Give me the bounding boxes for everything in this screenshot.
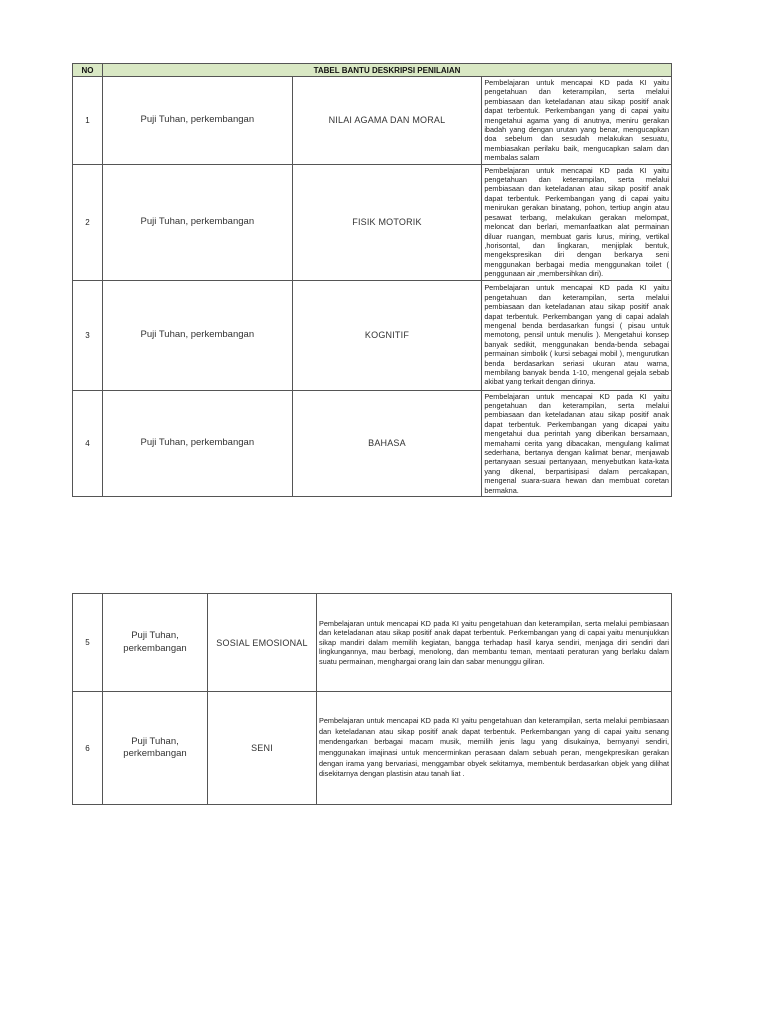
row-description: Pembelajaran untuk mencapai KD pada KI yaitu pengetahuan dan keterampilan, serta melalui pembiasaan dan keteladanan atau sikap positif anak dapat terbentuk. Perkembangan yang di capai yaitu mengetahui agama yang di anutnya, meniru gerakan ibadah yang dengan urutan yang benar, mengucapkan doa sebelum dan sesudah melakukan sesuatu, membiasakan perilaku baik, mengucapkan salam dan membalas salam [482,77,672,165]
row-aspect: SENI [208,692,317,805]
row-description: Pembelajaran untuk mencapai KD pada KI yaitu pengetahuan dan keterampilan, serta melalui pembiasaan dan keteladanan atau sikap positif anak dapat terbentuk. Perkembangan yang di capai yaitu menirukan gerakan binatang, pohon, tertiup angin atau pesawat terbang, melakukan gerakan melompat, meloncat dan berlari, memanfaatkan alat permainan diluar ruangan, membuat garis lurus, miring, vertikal ,horisontal, dan lingkaran, menjiplak bentuk, mengekspresikan diri dengan berkarya seni menggunakan berbagai media menggunakan toilet ( penggunaan air ,membersihkan diri). [482,164,672,280]
row-number: 3 [73,280,103,390]
row-description: Pembelajaran untuk mencapai KD pada KI yaitu pengetahuan dan keterampilan, serta melalui pembiasaan dan keteladanan atau sikap positif anak dapat terbentuk. Perkembangan yang dicapai yaitu mengetahui dua perintah yang diberikan bersamaan, memahami cerita yang dibacakan, mengulang kalimat sederhana, bertanya dengan kalimat benar, menjawab pertanyaan sesuai pertanyaan, menyebutkan kata-kata yang dikenal, berpartisipasi dalam percakapan, mengenal suara-suara hewan dan membuat coretan bermakna. [482,390,672,496]
header-title: TABEL BANTU DESKRIPSI PENILAIAN [103,64,672,77]
table-row [73,164,672,280]
row-number: 1 [73,77,103,165]
row-aspect: BAHASA [292,390,482,496]
row-description: Pembelajaran untuk mencapai KD pada KI yaitu pengetahuan dan keterampilan, serta melalui pembiasaan dan keteladanan atau sikap positif anak dapat terbentuk. Perkembangan yang di capai yaitu menunjukkan sikap mandiri dalam memilih kegiatan, bangga terhadap hasil karya sendiri, menjaga diri sendiri dari lingkungannya, mau berbagi, menolong, dan membantu teman, mentaati peraturan yang berlaku dalam suatu permainan, menghargai orang lain dan sabar menunggu giliran. [317,594,672,692]
row-aspect: SOSIAL EMOSIONAL [208,594,317,692]
row-description: Pembelajaran untuk mencapai KD pada KI yaitu pengetahuan dan keterampilan, serta melalui pembiasaan dan keteladanan atau sikap positif anak dapat terbentuk. Perkembangan yang di capai yaitu senang mendengarkan berbagai macam musik, memilih jenis lagu yang disukainya, bernyanyi sendiri, menggunakan imajinasi untuk mencerminkan perasaan dalam sebuah peran, mengekpresikan gerakan dengan irama yang bervariasi, menggambar obyek sekitarnya, membentuk berdasarkan objek yang dilihat disekitarnya dengan plastisin atau tanah liat . [317,692,672,805]
row-number: 4 [73,390,103,496]
table-row [73,77,672,165]
table-header-row [73,64,672,77]
row-name: Puji Tuhan, perkembangan [103,692,208,805]
row-aspect: KOGNITIF [292,280,482,390]
row-aspect: NILAI AGAMA DAN MORAL [292,77,482,165]
assessment-table-page-2 [72,593,672,805]
row-description: Pembelajaran untuk mencapai KD pada KI yaitu pengetahuan dan keterampilan, serta melalui pembiasaan dan keteladanan atau sikap positif anak dapat terbentuk. Perkembangan yang di capai adalah mengenal benda berdasarkan fungsi ( pisau untuk memotong, pensil untuk menulis ). Mengetahui konsep banyak sedikit, menggunakan benda-benda sebagai permainan simbolik ( kursi sebagai mobil ), mengurutkan benda berdasarkan seriasi ukuran atau warna, membilang banyak benda 1-10, mengenal gejala sebab akibat yang terkait dengan dirinya. [482,280,672,390]
table-row [73,280,672,390]
row-name: Puji Tuhan, perkembangan [103,594,208,692]
row-number: 5 [73,594,103,692]
row-name: Puji Tuhan, perkembangan [103,280,293,390]
table-row [73,390,672,496]
table-row [73,594,672,692]
row-name: Puji Tuhan, perkembangan [103,164,293,280]
table-row [73,692,672,805]
header-no: NO [73,64,103,77]
assessment-table-page-1 [72,63,672,497]
row-aspect: FISIK MOTORIK [292,164,482,280]
row-number: 2 [73,164,103,280]
row-number: 6 [73,692,103,805]
row-name: Puji Tuhan, perkembangan [103,77,293,165]
row-name: Puji Tuhan, perkembangan [103,390,293,496]
